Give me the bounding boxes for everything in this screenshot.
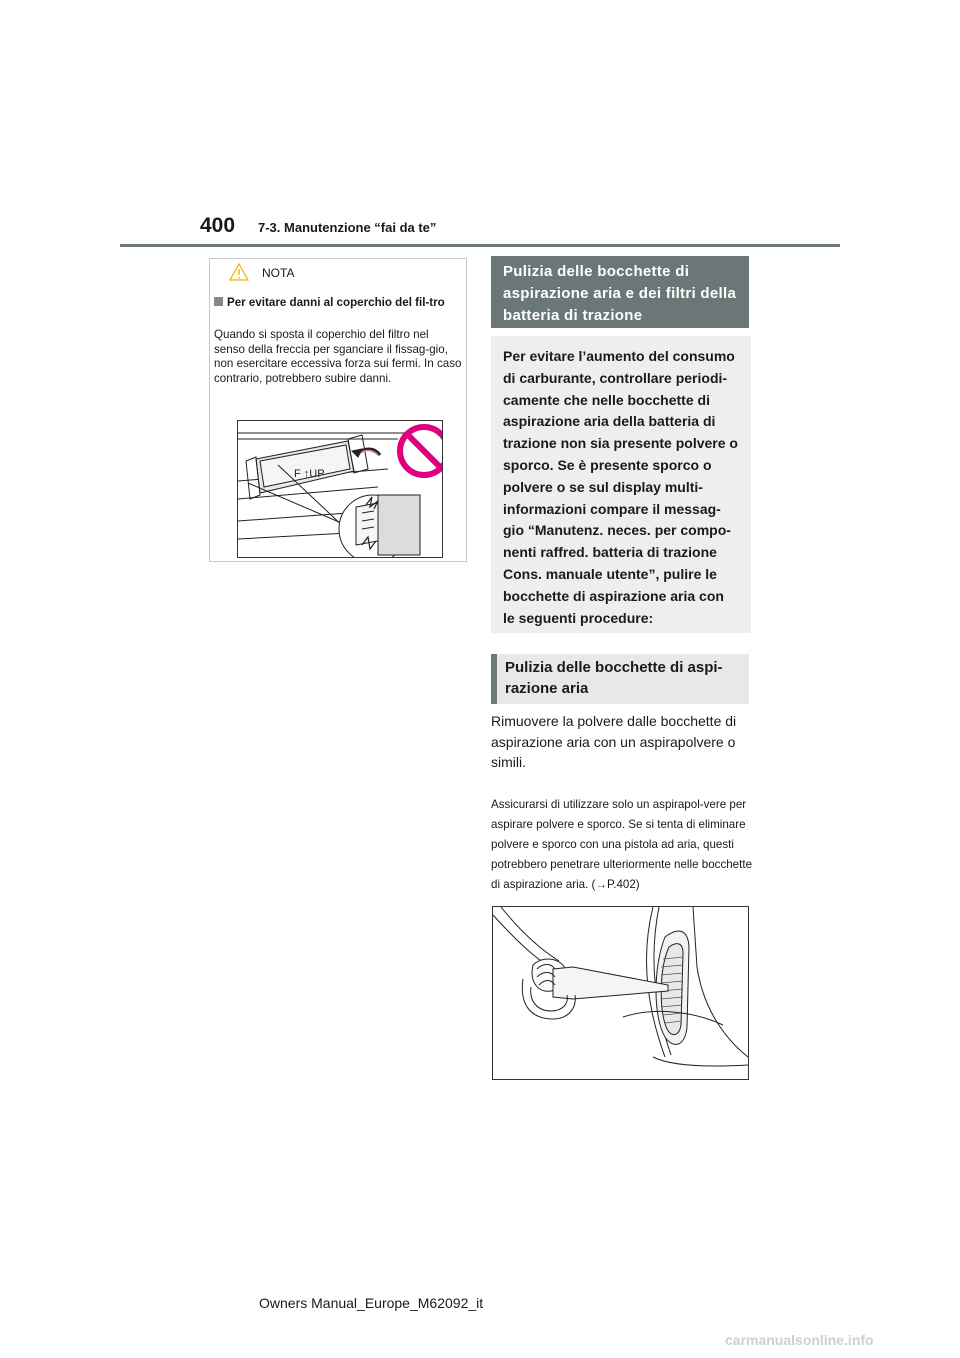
- watermark: carmanualsonline.info: [725, 1332, 874, 1348]
- bullet-square-icon: [214, 297, 223, 306]
- nota-body: Quando si sposta il coperchio del filtro nel senso della freccia per sganciare il fissag-gio, non esercitare eccessiva forza sui fermi. In caso contrario, potrebbero subire danni.: [214, 328, 462, 385]
- vacuum-cleaning-illustration: [492, 906, 749, 1080]
- nota-header: [210, 259, 466, 285]
- nota-label: NOTA: [262, 266, 295, 280]
- header-rule: [120, 244, 840, 247]
- section-title: 7-3. Manutenzione “fai da te”: [258, 220, 437, 235]
- nota-subheading: [214, 296, 460, 310]
- filter-cover-drawing: [238, 421, 442, 557]
- subsection-heading: Pulizia delle bocchette di aspi-razione aria: [491, 654, 749, 704]
- nota-subheading-text: Per evitare danni al coperchio del fil-tro: [227, 296, 445, 309]
- section-heading: Pulizia delle bocchette di aspirazione aria e dei filtri della batteria di trazione: [491, 256, 749, 328]
- page-number: 400: [200, 214, 236, 237]
- body-text: Rimuovere la polvere dalle bocchette di aspirazione aria con un aspirapolvere o simili.: [491, 713, 737, 770]
- nota-box: [209, 258, 467, 562]
- footer-manual-id: Owners Manual_Europe_M62092_it: [259, 1295, 484, 1311]
- note-text: Assicurarsi di utilizzare solo un aspirapol-vere per aspirare polvere e sporco. Se si tenta di eliminare polvere e sporco con una pistola ad aria, questi potrebbero penetrare ulteriormente nelle bocchette di aspirazione aria. (→P.402): [491, 798, 753, 891]
- vacuum-drawing: [493, 907, 748, 1079]
- summary-box: Per evitare l’aumento del consumo di carburante, controllare periodi-camente che nelle bocchette di aspirazione aria della batteria di trazione non sia presente polvere o sporco. Se è presente sporco o polvere o se sul display multi-informazioni compare il messag-gio “Manutenz. neces. per compo-nenti raffred. batteria di trazione Cons. manuale utente”, pulire le bocchette di aspirazione aria con le seguenti procedure:: [491, 336, 751, 633]
- filter-label-text: F ↑UP: [294, 468, 325, 480]
- filter-cover-illustration: [237, 420, 443, 558]
- warning-triangle-icon: [229, 263, 249, 281]
